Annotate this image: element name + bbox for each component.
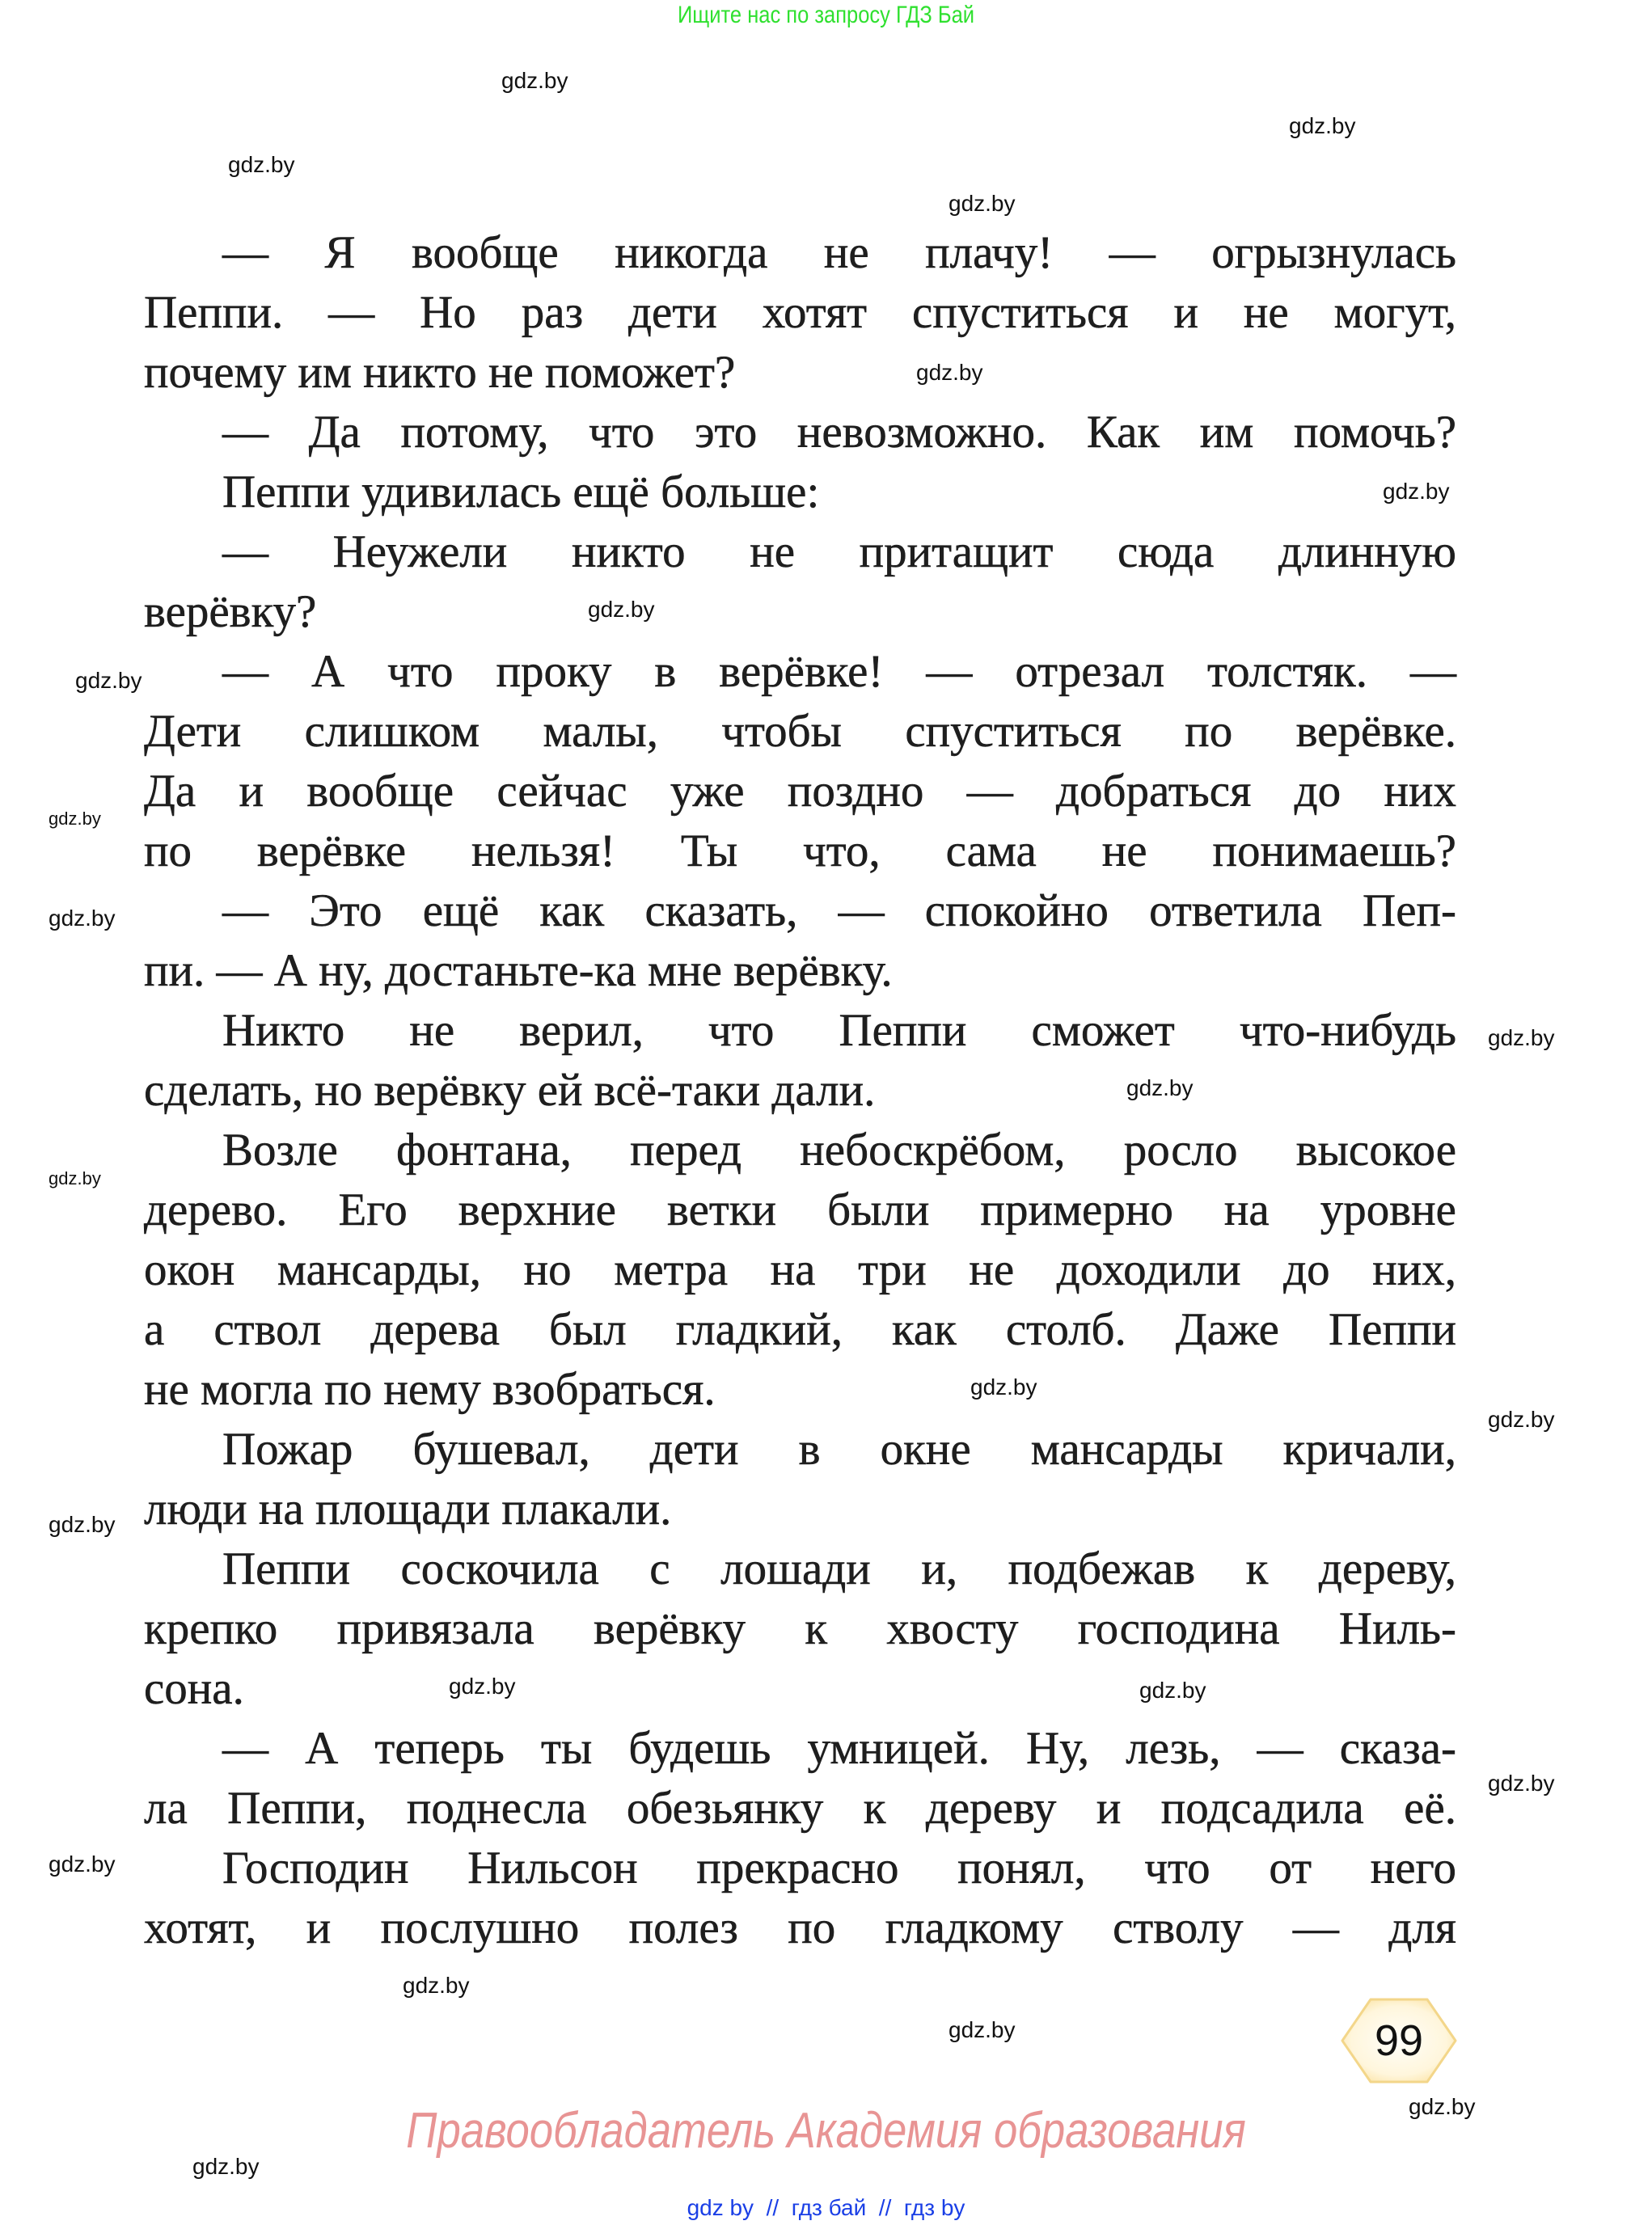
- watermark: gdz.by: [1488, 1407, 1555, 1432]
- text-line: — Неужели никто не притащит сюда длинную: [222, 526, 1456, 577]
- watermark: gdz.by: [1383, 479, 1450, 504]
- rights-holder-notice: Правообладатель Академия образования: [406, 2103, 1246, 2159]
- text-line: — Да потому, что это невозможно. Как им помочь?: [222, 407, 1456, 458]
- text-line: дерево. Его верхние ветки были примерно на уровне: [144, 1184, 1456, 1235]
- watermark: gdz.by: [1126, 1075, 1194, 1100]
- watermark: gdz.by: [49, 809, 101, 829]
- watermark: gdz.by: [49, 1168, 101, 1188]
- watermark: gdz.by: [916, 360, 983, 385]
- text-line: — А теперь ты будешь умницей. Ну, лезь, — сказа-: [222, 1723, 1456, 1774]
- top-promo-note: Ищите нас по запросу ГДЗ Бай: [677, 2, 975, 28]
- text-line: верёвку?: [144, 586, 317, 637]
- footer-links[interactable]: gdz by // гдз бай // гдз by: [687, 2195, 965, 2220]
- text-line: почему им никто не поможет?: [144, 347, 736, 398]
- text-line: хотят, и послушно полез по гладкому стволу — для: [144, 1902, 1456, 1953]
- watermark: gdz.by: [449, 1674, 516, 1699]
- text-line: — Это ещё как сказать, — спокойно ответила Пеп-: [222, 885, 1456, 936]
- watermark: gdz.by: [49, 1851, 116, 1877]
- watermark: gdz.by: [501, 68, 568, 93]
- text-line: Господин Нильсон прекрасно понял, что от него: [222, 1843, 1456, 1894]
- text-line: пи. — А ну, достаньте-ка мне верёвку.: [144, 945, 893, 996]
- text-line: Пеппи. — Но раз дети хотят спуститься и не могут,: [144, 287, 1456, 338]
- watermark: gdz.by: [949, 191, 1016, 216]
- text-line: Да и вообще сейчас уже поздно — добраться до них: [144, 766, 1456, 817]
- text-line: не могла по нему взобраться.: [144, 1364, 716, 1415]
- text-line: Никто не верил, что Пеппи сможет что-нибудь: [222, 1005, 1456, 1056]
- watermark: gdz.by: [1409, 2094, 1476, 2119]
- text-line: сделать, но верёвку ей всё-таки дали.: [144, 1065, 876, 1116]
- watermark: gdz.by: [970, 1374, 1037, 1400]
- text-line: Возле фонтана, перед небоскрёбом, росло высокое: [222, 1125, 1456, 1176]
- text-line: сона.: [144, 1663, 244, 1714]
- watermark: gdz.by: [1289, 113, 1356, 138]
- watermark: gdz.by: [49, 906, 116, 931]
- page-number-badge: [1340, 1997, 1458, 2084]
- text-line: Дети слишком малы, чтобы спуститься по верёвке.: [144, 706, 1456, 757]
- text-line: а ствол дерева был гладкий, как столб. Даже Пеппи: [144, 1304, 1456, 1355]
- watermark: gdz.by: [1488, 1025, 1555, 1050]
- text-line: крепко привязала верёвку к хвосту господина Ниль-: [144, 1603, 1456, 1654]
- watermark: gdz.by: [949, 2017, 1016, 2042]
- watermark: gdz.by: [588, 597, 655, 622]
- watermark: gdz.by: [403, 1973, 470, 1998]
- text-line: ла Пеппи, поднесла обезьянку к дереву и подсадила её.: [144, 1783, 1456, 1834]
- text-line: Пожар бушевал, дети в окне мансарды кричали,: [222, 1424, 1456, 1475]
- watermark: gdz.by: [75, 668, 142, 693]
- watermark: gdz.by: [192, 2154, 260, 2179]
- text-line: Пеппи удивилась ещё больше:: [222, 467, 820, 517]
- text-line: по верёвке нельзя! Ты что, сама не понимаешь?: [144, 825, 1456, 876]
- watermark: gdz.by: [1488, 1771, 1555, 1796]
- text-line: Пеппи соскочила с лошади и, подбежав к дереву,: [222, 1543, 1456, 1594]
- text-line: — А что проку в верёвке! — отрезал толстяк. —: [222, 646, 1456, 697]
- watermark: gdz.by: [228, 152, 295, 177]
- text-line: люди на площади плакали.: [144, 1484, 672, 1535]
- watermark: gdz.by: [49, 1512, 116, 1537]
- text-line: окон мансарды, но метра на три не доходили до них,: [144, 1244, 1456, 1295]
- page-number: 99: [1374, 2016, 1424, 2065]
- text-line: — Я вообще никогда не плачу! — огрызнулась: [222, 227, 1456, 278]
- watermark: gdz.by: [1139, 1678, 1206, 1703]
